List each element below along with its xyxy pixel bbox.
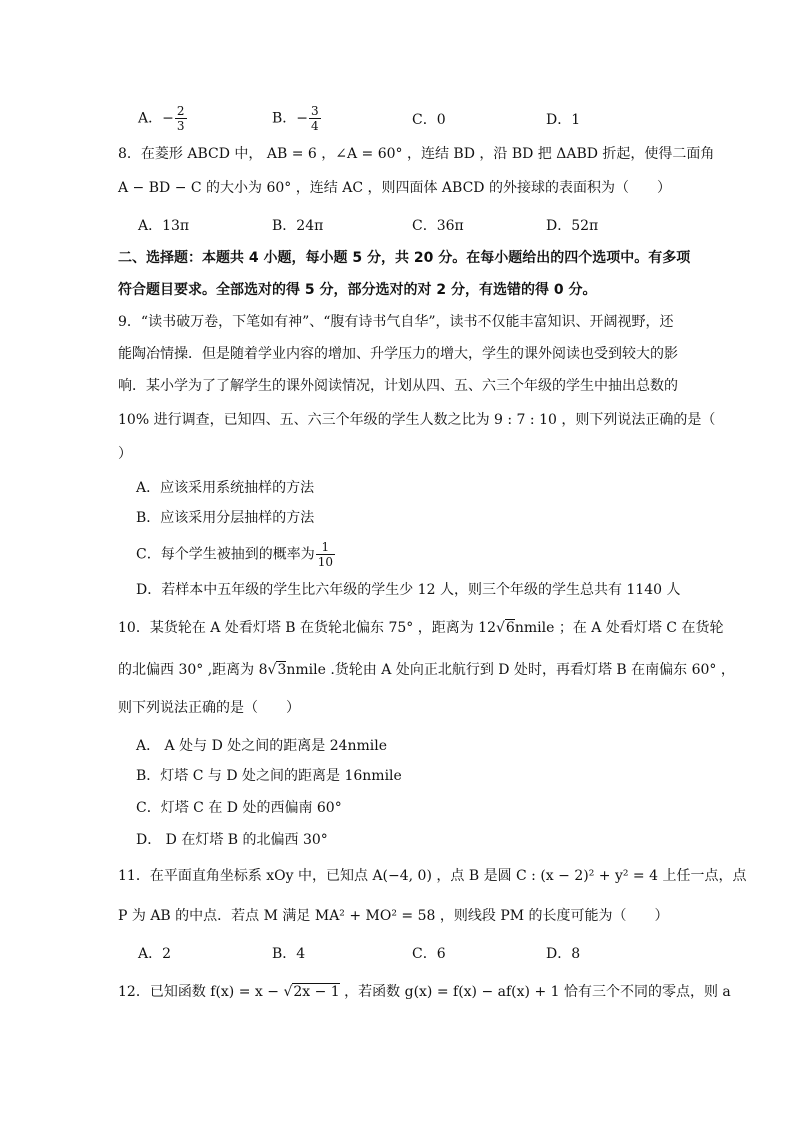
section-2-heading-line-2: 符合题目要求。全部选对的得 5 分，部分选对的对 2 分，有选错的得 0 分。	[118, 282, 597, 298]
fraction: $\frac{2}{3}$	[176, 104, 185, 133]
q8-options	[138, 216, 698, 246]
q11-option-b: B．4	[272, 946, 306, 962]
q9-line-4: 10% 进行调查，已知四、五、六三个年级的学生人数之比为 9 : 7 : 10 ，则下列说法正确的是（	[118, 412, 716, 428]
sqrt-symbol: √3	[267, 662, 287, 678]
fraction: $\frac{3}{4}$	[311, 104, 319, 133]
q7-option-b: B．− $\frac{3}{4}$	[272, 104, 319, 133]
q10-option-a: A． A 处与 D 处之间的距离是 24nmile	[136, 738, 388, 754]
q9-option-c: C．每个学生被抽到的概率为 $\frac{1}{10}$	[136, 540, 333, 569]
q10-line-1: 10．某货轮在 A 处看灯塔 B 在货轮北偏东 75° ，距离为 12√6nmile ；在 A 处看灯塔 C 在货轮	[118, 620, 724, 636]
q8-option-d: D．52π	[546, 218, 599, 234]
q9-line-5: ）	[118, 446, 132, 462]
q11-option-a: A．2	[138, 946, 172, 962]
sqrt-symbol: √2x − 1	[283, 984, 340, 1000]
q9-option-a: A．应该采用系统抽样的方法	[136, 480, 315, 496]
q9-line-1: 9．“读书破万卷，下笔如有神”、“腹有诗书气自华”，读书不仅能丰富知识、开阔视野，还	[118, 314, 674, 330]
q10-line-3: 则下列说法正确的是（ ）	[118, 700, 300, 716]
q7-option-c: C．0	[412, 112, 446, 128]
fraction: $\frac{1}{10}$	[317, 540, 333, 569]
q8-line-2: A − BD − C 的大小为 60° ，连结 AC ，则四面体 ABCD 的外接球的表面积为（ ）	[118, 180, 671, 196]
q11-line-2: P 为 AB 的中点．若点 M 满足 MA² + MO² = 58 ，则线段 PM 的长度可能为（ ）	[118, 908, 669, 924]
q10-option-b: B．灯塔 C 与 D 处之间的距离是 16nmile	[136, 768, 402, 784]
q9-option-d: D．若样本中五年级的学生比六年级的学生少 12 人，则三个年级的学生总共有 1140 人	[136, 582, 681, 598]
q8-option-a: A．13π	[138, 218, 190, 234]
q7-option-d: D．1	[546, 112, 581, 128]
q11-line-1: 11．在平面直角坐标系 xOy 中，已知点 A(−4, 0) ，点 B 是圆 C : (x − 2)² + y² = 4 上任一点，点	[118, 868, 747, 884]
q7-options	[138, 104, 698, 134]
q9-line-2: 能陶冶情操．但是随着学业内容的增加、升学压力的增大，学生的课外阅读也受到较大的影	[118, 346, 678, 362]
q11-options	[138, 944, 698, 974]
q12-line-1: 12．已知函数 f(x) = x − √2x − 1 ，若函数 g(x) = f(x) − af(x) + 1 恰有三个不同的零点，则 a	[118, 984, 731, 1000]
sqrt-symbol: √6	[496, 620, 515, 636]
q8-line-1: 8．在菱形 ABCD 中， AB = 6 ，∠A = 60° ，连结 BD ，沿 BD 把 ΔABD 折起，使得二面角	[118, 146, 715, 162]
q9-line-3: 响．某小学为了了解学生的课外阅读情况，计划从四、五、六三个年级的学生中抽出总数的	[118, 378, 678, 394]
q9-option-b: B．应该采用分层抽样的方法	[136, 510, 315, 526]
q10-option-d: D． D 在灯塔 B 的北偏西 30°	[136, 832, 328, 848]
section-2-heading-line-1: 二、选择题：本题共 4 小题，每小题 5 分，共 20 分。在每小题给出的四个选项中。有多项	[118, 250, 691, 266]
q11-option-c: C．6	[412, 946, 446, 962]
q7-option-a: A．− $\frac{2}{3}$	[138, 104, 185, 133]
q11-option-d: D．8	[546, 946, 581, 962]
q8-option-c: C．36π	[412, 218, 464, 234]
q10-option-c: C．灯塔 C 在 D 处的西偏南 60°	[136, 800, 342, 816]
q10-line-2: 的北偏西 30° ,距离为 8√3nmile .货轮由 A 处向正北航行到 D 处时，再看灯塔 B 在南偏东 60° ，	[118, 662, 735, 678]
q8-option-b: B．24π	[272, 218, 324, 234]
